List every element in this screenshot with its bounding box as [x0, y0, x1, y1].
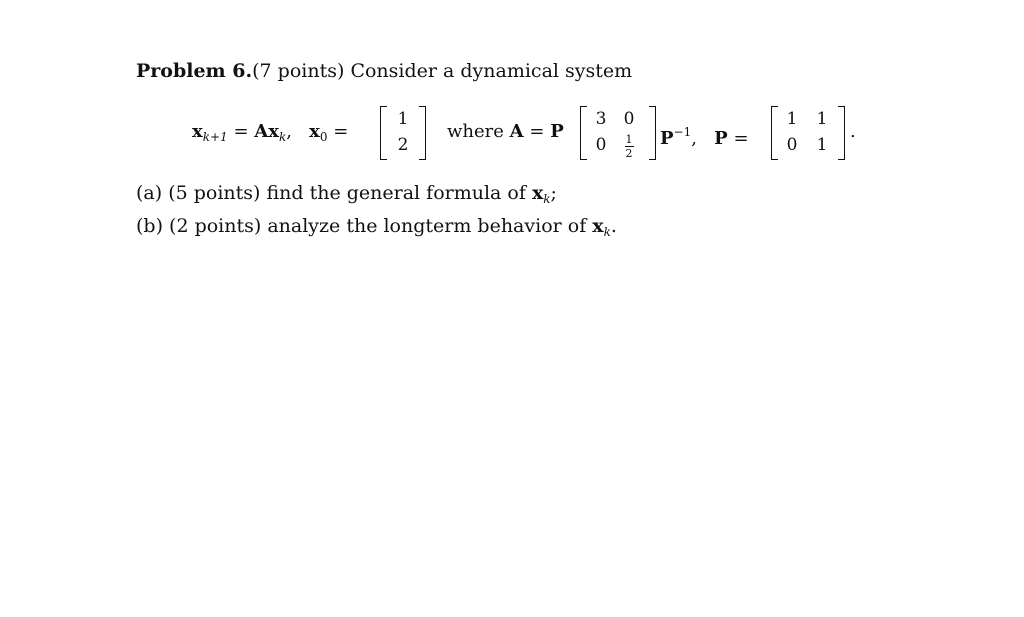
x0-entry: 1	[397, 109, 409, 129]
matrix-entry: 0	[623, 109, 635, 129]
diagonal-matrix	[580, 104, 656, 162]
matrix-entry: 0	[786, 135, 798, 155]
p-matrix	[771, 104, 845, 162]
problem-parts	[136, 180, 617, 246]
system-equation	[0, 104, 1024, 164]
fraction-entry: 1 2	[625, 133, 633, 160]
recurrence-expression: $x_{k+1} = Ax_k$, $x_0$ =	[192, 121, 349, 144]
matrix-entry: 1	[816, 109, 828, 129]
problem-heading	[136, 60, 632, 82]
part-b: (b) (2 points) analyze the longterm behavior of $x_k$.	[136, 215, 617, 239]
matrix-entry: 0	[595, 135, 607, 155]
matrix-entry: 3	[595, 109, 607, 129]
x0-entry: 2	[397, 135, 409, 155]
problem-label: Problem 6.	[136, 60, 253, 82]
matrix-entry: 1	[816, 135, 828, 155]
matrix-entry: 1	[786, 109, 798, 129]
p-inverse-expression: $P^{-1}$, P =	[660, 125, 749, 149]
problem-intro: Consider a dynamical system	[350, 60, 633, 82]
part-a: (a) (5 points) find the general formula of $x_k$;	[136, 182, 557, 206]
x0-vector	[380, 104, 426, 162]
problem-points: (7 points)	[252, 60, 345, 82]
equation-period: .	[850, 121, 856, 142]
where-clause: where A = P	[447, 121, 564, 142]
